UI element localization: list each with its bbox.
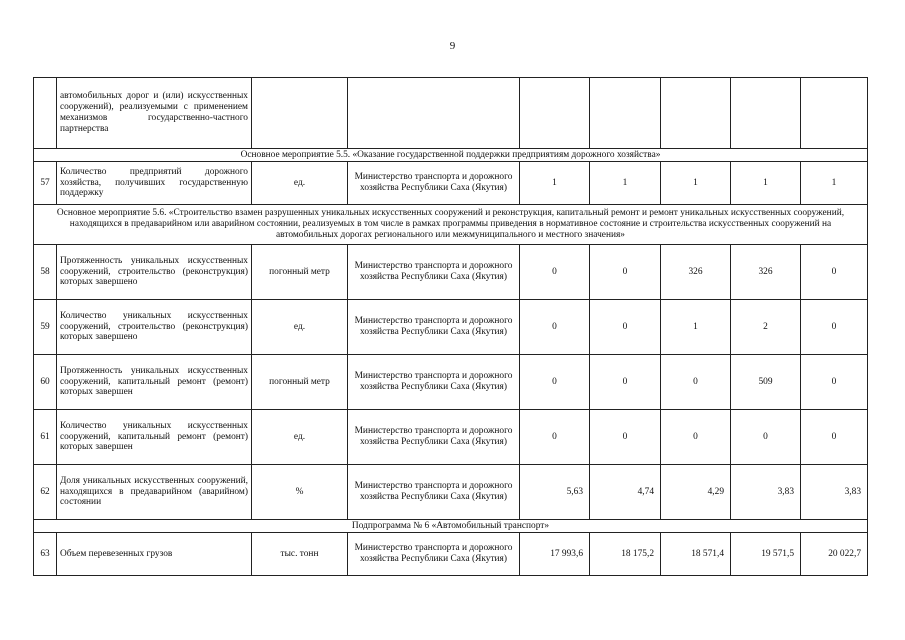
row-number (34, 78, 57, 149)
table-row (34, 300, 868, 355)
indicator-name: Протяженность уникальных искусственных сооружений, строительство (реконструкция) которых завершено (57, 245, 252, 300)
value-cell: 18 175,2 (590, 533, 661, 576)
row-number: 59 (34, 300, 57, 355)
table-row (34, 533, 868, 576)
indicator-name: автомобильных дорог и (или) искусственных сооружений), реализуемыми с применением механизмов государственно-частного партнерства (57, 78, 252, 149)
value-cell: 17 993,6 (520, 533, 590, 576)
value-cell: 5,63 (520, 465, 590, 520)
table-row (34, 355, 868, 410)
value-cell: 326 (661, 245, 731, 300)
value-cell: 0 (520, 245, 590, 300)
value-cell: 4,29 (661, 465, 731, 520)
value-cell: 19 571,5 (731, 533, 801, 576)
value-cell: 1 (520, 162, 590, 205)
value-cell: 3,83 (801, 465, 868, 520)
indicator-name: Количество уникальных искусственных сооружений, капитальный ремонт (ремонт) которых завершен (57, 410, 252, 465)
value-cell: 0 (520, 410, 590, 465)
indicator-name: Протяженность уникальных искусственных сооружений, капитальный ремонт (ремонт) которых завершен (57, 355, 252, 410)
row-number: 61 (34, 410, 57, 465)
table-row (34, 410, 868, 465)
unit-cell: погонный метр (252, 245, 348, 300)
indicator-name: Доля уникальных искусственных сооружений, находящихся в предаварийном (аварийном) состоянии (57, 465, 252, 520)
responsible-cell: Министерство транспорта и дорожного хозяйства Республики Саха (Якутия) (348, 533, 520, 576)
value-cell: 0 (520, 355, 590, 410)
responsible-cell: Министерство транспорта и дорожного хозяйства Республики Саха (Якутия) (348, 162, 520, 205)
table-row (34, 245, 868, 300)
value-cell: 0 (731, 410, 801, 465)
value-cell: 1 (661, 300, 731, 355)
row-number: 57 (34, 162, 57, 205)
value-cell: 0 (590, 355, 661, 410)
table-row (34, 162, 868, 205)
unit-cell: % (252, 465, 348, 520)
responsible-cell: Министерство транспорта и дорожного хозяйства Республики Саха (Якутия) (348, 300, 520, 355)
unit-cell: ед. (252, 410, 348, 465)
indicator-name: Объем перевезенных грузов (57, 533, 252, 576)
value-cell: 3,83 (731, 465, 801, 520)
value-cell: 4,74 (590, 465, 661, 520)
row-number: 60 (34, 355, 57, 410)
indicator-name: Количество предприятий дорожного хозяйства, получивших государственную поддержку (57, 162, 252, 205)
responsible-cell: Министерство транспорта и дорожного хозяйства Республики Саха (Якутия) (348, 355, 520, 410)
section-row (34, 149, 868, 162)
table-row (34, 78, 868, 149)
subprogram-heading-6: Подпрограмма № 6 «Автомобильный транспорт» (34, 520, 868, 533)
value-cell: 0 (661, 410, 731, 465)
value-cell: 1 (801, 162, 868, 205)
value-cell: 0 (661, 355, 731, 410)
value-cell: 0 (590, 410, 661, 465)
value-cell: 1 (661, 162, 731, 205)
page-number: 9 (449, 40, 456, 52)
table-row (34, 465, 868, 520)
section-heading-5-6: Основное мероприятие 5.6. «Строительство взамен разрушенных уникальных искусственных сооружений и реконструкция, капитальный ремонт и ремонт уникальных искусственных сооружений, находящихся в предаварийном или аварийном состоянии, реализуемых в том числе в рамках программы приведения в нормативное состояние и строительства искусственных сооружений на автомобильных дорогах регионального или межмуниципального и местного значения» (34, 205, 868, 245)
value-cell: 1 (731, 162, 801, 205)
indicators-table (33, 77, 868, 576)
row-number: 58 (34, 245, 57, 300)
value-cell: 0 (801, 245, 868, 300)
indicator-name: Количество уникальных искусственных сооружений, строительство (реконструкция) которых завершено (57, 300, 252, 355)
responsible-cell: Министерство транспорта и дорожного хозяйства Республики Саха (Якутия) (348, 245, 520, 300)
value-cell: 0 (590, 245, 661, 300)
value-cell: 18 571,4 (661, 533, 731, 576)
unit-cell: тыс. тонн (252, 533, 348, 576)
value-cell: 0 (801, 410, 868, 465)
value-cell: 20 022,7 (801, 533, 868, 576)
section-row (34, 205, 868, 245)
value-cell: 0 (590, 300, 661, 355)
value-cell: 326 (731, 245, 801, 300)
responsible-cell: Министерство транспорта и дорожного хозяйства Республики Саха (Якутия) (348, 465, 520, 520)
unit-cell: ед. (252, 162, 348, 205)
responsible-cell: Министерство транспорта и дорожного хозяйства Республики Саха (Якутия) (348, 410, 520, 465)
unit-cell: погонный метр (252, 355, 348, 410)
value-cell: 2 (731, 300, 801, 355)
section-heading-5-5: Основное мероприятие 5.5. «Оказание государственной поддержки предприятиям дорожного хозяйства» (34, 149, 868, 162)
value-cell: 0 (520, 300, 590, 355)
value-cell: 509 (731, 355, 801, 410)
unit-cell: ед. (252, 300, 348, 355)
value-cell: 0 (801, 300, 868, 355)
value-cell: 1 (590, 162, 661, 205)
row-number: 63 (34, 533, 57, 576)
value-cell: 0 (801, 355, 868, 410)
row-number: 62 (34, 465, 57, 520)
section-row (34, 520, 868, 533)
